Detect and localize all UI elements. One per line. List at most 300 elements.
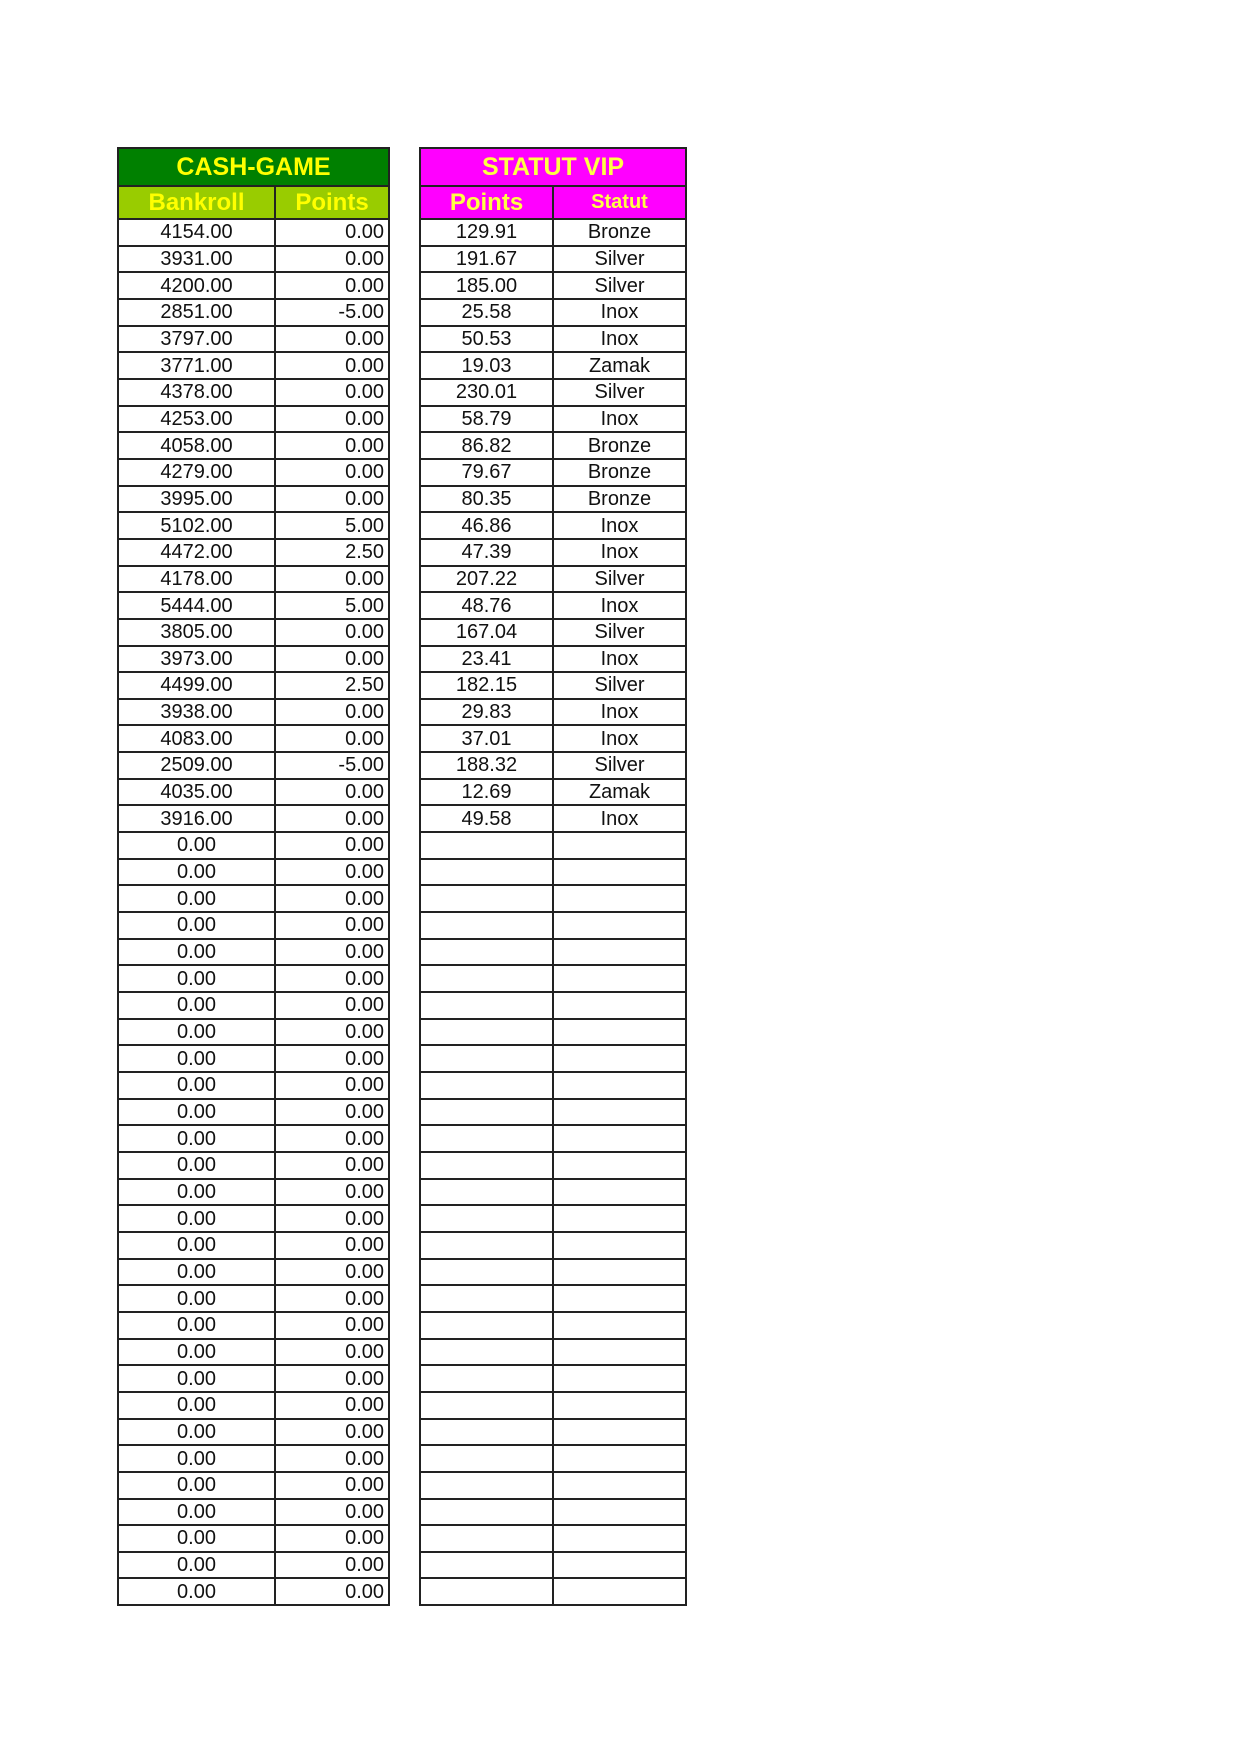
statut-cell: Zamak [553, 352, 686, 379]
table-row [118, 512, 389, 539]
points-cell: 0.00 [275, 1365, 389, 1392]
points-cell: 0.00 [275, 1232, 389, 1259]
bankroll-cell: 0.00 [118, 1045, 275, 1072]
table-row [420, 965, 686, 992]
statut-vip-table [419, 147, 687, 1606]
points-cell: 2.50 [275, 672, 389, 699]
vip-points-cell [420, 939, 553, 966]
table-row [420, 1259, 686, 1286]
statut-cell [553, 912, 686, 939]
vip-points-cell [420, 1499, 553, 1526]
points-cell: 0.00 [275, 859, 389, 886]
table-row [420, 699, 686, 726]
bankroll-cell: 4200.00 [118, 272, 275, 299]
points-cell: 0.00 [275, 1472, 389, 1499]
table-row [118, 992, 389, 1019]
statut-cell [553, 1499, 686, 1526]
statut-cell: Inox [553, 326, 686, 353]
points-cell: 0.00 [275, 1259, 389, 1286]
bankroll-cell: 0.00 [118, 1232, 275, 1259]
cash-game-table [117, 147, 390, 1606]
bankroll-cell: 3805.00 [118, 619, 275, 646]
statut-vip-title: STATUT VIP [420, 148, 686, 186]
statut-cell: Inox [553, 725, 686, 752]
vip-points-cell [420, 1099, 553, 1126]
statut-cell [553, 965, 686, 992]
vip-points-cell [420, 1578, 553, 1605]
vip-points-cell [420, 1019, 553, 1046]
table-row [118, 1152, 389, 1179]
vip-points-cell: 86.82 [420, 432, 553, 459]
vip-points-cell: 230.01 [420, 379, 553, 406]
bankroll-cell: 0.00 [118, 939, 275, 966]
bankroll-cell: 4058.00 [118, 432, 275, 459]
points-cell: 2.50 [275, 539, 389, 566]
points-cell: 0.00 [275, 939, 389, 966]
statut-cell [553, 1259, 686, 1286]
points-cell: 0.00 [275, 1125, 389, 1152]
statut-cell: Silver [553, 566, 686, 593]
points-cell: 0.00 [275, 1205, 389, 1232]
points-cell: 0.00 [275, 912, 389, 939]
points-cell: 0.00 [275, 965, 389, 992]
vip-points-cell [420, 965, 553, 992]
statut-cell: Bronze [553, 432, 686, 459]
vip-points-cell: 167.04 [420, 619, 553, 646]
statut-cell [553, 1205, 686, 1232]
statut-cell: Silver [553, 619, 686, 646]
table-row [420, 859, 686, 886]
table-row [420, 1152, 686, 1179]
points-cell: 0.00 [275, 1392, 389, 1419]
table-row [420, 1312, 686, 1339]
table-row [420, 1045, 686, 1072]
table-row [420, 352, 686, 379]
bankroll-cell: 0.00 [118, 859, 275, 886]
table-row [420, 805, 686, 832]
vip-points-cell: 12.69 [420, 779, 553, 806]
table-row [420, 299, 686, 326]
vip-points-cell [420, 1365, 553, 1392]
bankroll-cell: 0.00 [118, 1312, 275, 1339]
table-row [420, 1072, 686, 1099]
table-row [118, 1125, 389, 1152]
table-row [420, 566, 686, 593]
statut-cell: Inox [553, 646, 686, 673]
table-row [118, 406, 389, 433]
bankroll-header: Bankroll [118, 186, 275, 219]
vip-points-cell [420, 992, 553, 1019]
bankroll-cell: 0.00 [118, 1285, 275, 1312]
vip-points-cell [420, 1232, 553, 1259]
statut-cell: Inox [553, 539, 686, 566]
table-row [118, 939, 389, 966]
bankroll-cell: 0.00 [118, 1365, 275, 1392]
bankroll-cell: 4499.00 [118, 672, 275, 699]
table-row [118, 752, 389, 779]
table-row [420, 459, 686, 486]
table-row [118, 1578, 389, 1605]
bankroll-cell: 0.00 [118, 1472, 275, 1499]
points-cell: 0.00 [275, 379, 389, 406]
table-row [118, 1312, 389, 1339]
vip-points-cell [420, 1552, 553, 1579]
table-row [118, 379, 389, 406]
bankroll-cell: 0.00 [118, 912, 275, 939]
table-row [118, 1232, 389, 1259]
statut-cell [553, 1312, 686, 1339]
table-row [420, 1445, 686, 1472]
vip-points-cell: 46.86 [420, 512, 553, 539]
vip-points-cell [420, 885, 553, 912]
statut-cell: Silver [553, 752, 686, 779]
table-row [420, 885, 686, 912]
points-cell: 0.00 [275, 246, 389, 273]
bankroll-cell: 4378.00 [118, 379, 275, 406]
points-cell: 0.00 [275, 1285, 389, 1312]
bankroll-cell: 0.00 [118, 1339, 275, 1366]
table-row [420, 1419, 686, 1446]
bankroll-cell: 0.00 [118, 1578, 275, 1605]
statut-cell: Inox [553, 592, 686, 619]
statut-cell [553, 1019, 686, 1046]
bankroll-cell: 2851.00 [118, 299, 275, 326]
table-row [118, 725, 389, 752]
points-cell: 0.00 [275, 1419, 389, 1446]
table-row [420, 512, 686, 539]
vip-points-cell: 185.00 [420, 272, 553, 299]
points-cell: 0.00 [275, 725, 389, 752]
statut-cell [553, 1045, 686, 1072]
table-row [420, 1499, 686, 1526]
bankroll-cell: 4253.00 [118, 406, 275, 433]
vip-points-cell [420, 1045, 553, 1072]
statut-cell: Silver [553, 379, 686, 406]
vip-points-cell [420, 1445, 553, 1472]
points-cell: 0.00 [275, 805, 389, 832]
vip-points-cell: 188.32 [420, 752, 553, 779]
cash-game-title: CASH-GAME [118, 148, 389, 186]
table-row [118, 912, 389, 939]
bankroll-cell: 0.00 [118, 1419, 275, 1446]
statut-cell: Silver [553, 272, 686, 299]
table-row [420, 326, 686, 353]
vip-points-cell: 58.79 [420, 406, 553, 433]
table-row [118, 566, 389, 593]
table-row [118, 1045, 389, 1072]
table-row [420, 1392, 686, 1419]
table-row [118, 859, 389, 886]
bankroll-cell: 3995.00 [118, 486, 275, 513]
table-row [118, 1205, 389, 1232]
table-row [118, 432, 389, 459]
statut-header: Statut [553, 186, 686, 219]
points-cell: -5.00 [275, 752, 389, 779]
points-cell: 0.00 [275, 1152, 389, 1179]
vip-points-cell: 80.35 [420, 486, 553, 513]
table-row [118, 1499, 389, 1526]
table-row [118, 699, 389, 726]
statut-cell: Bronze [553, 219, 686, 246]
bankroll-cell: 3771.00 [118, 352, 275, 379]
bankroll-cell: 4154.00 [118, 219, 275, 246]
statut-cell [553, 1152, 686, 1179]
table-row [118, 1339, 389, 1366]
table-row [118, 672, 389, 699]
table-row [420, 1099, 686, 1126]
table-row [420, 1232, 686, 1259]
vip-points-cell: 182.15 [420, 672, 553, 699]
vip-points-cell: 50.53 [420, 326, 553, 353]
table-row [420, 832, 686, 859]
bankroll-cell: 0.00 [118, 1072, 275, 1099]
vip-points-cell [420, 1259, 553, 1286]
bankroll-cell: 0.00 [118, 885, 275, 912]
vip-points-cell: 25.58 [420, 299, 553, 326]
table-row [118, 1072, 389, 1099]
table-row [118, 1285, 389, 1312]
points-cell: 0.00 [275, 1179, 389, 1206]
statut-cell: Silver [553, 672, 686, 699]
table-row [118, 299, 389, 326]
points-cell: 0.00 [275, 832, 389, 859]
bankroll-cell: 3938.00 [118, 699, 275, 726]
vip-points-cell [420, 1419, 553, 1446]
bankroll-cell: 0.00 [118, 1125, 275, 1152]
bankroll-cell: 0.00 [118, 1499, 275, 1526]
points-cell: 0.00 [275, 885, 389, 912]
table-row [118, 486, 389, 513]
statut-cell [553, 1125, 686, 1152]
vip-points-cell: 207.22 [420, 566, 553, 593]
vip-points-header: Points [420, 186, 553, 219]
statut-cell: Inox [553, 299, 686, 326]
vip-points-cell: 191.67 [420, 246, 553, 273]
vip-points-cell: 29.83 [420, 699, 553, 726]
table-row [118, 272, 389, 299]
statut-cell [553, 1072, 686, 1099]
table-row [118, 1552, 389, 1579]
points-cell: 0.00 [275, 779, 389, 806]
table-row [118, 1099, 389, 1126]
points-cell: 0.00 [275, 1339, 389, 1366]
statut-cell [553, 1232, 686, 1259]
statut-cell [553, 1472, 686, 1499]
table-row [420, 1552, 686, 1579]
table-row [118, 646, 389, 673]
statut-cell [553, 885, 686, 912]
points-cell: 0.00 [275, 1525, 389, 1552]
vip-points-cell [420, 832, 553, 859]
points-cell: 0.00 [275, 1099, 389, 1126]
table-row [118, 539, 389, 566]
statut-cell [553, 1525, 686, 1552]
bankroll-cell: 4035.00 [118, 779, 275, 806]
table-row [420, 1339, 686, 1366]
vip-points-cell: 48.76 [420, 592, 553, 619]
statut-cell [553, 1285, 686, 1312]
bankroll-cell: 0.00 [118, 1259, 275, 1286]
points-cell: 0.00 [275, 646, 389, 673]
statut-cell: Inox [553, 805, 686, 832]
vip-points-cell [420, 1152, 553, 1179]
vip-points-cell: 49.58 [420, 805, 553, 832]
table-row [420, 272, 686, 299]
table-row [420, 1525, 686, 1552]
table-row [420, 619, 686, 646]
bankroll-cell: 0.00 [118, 1099, 275, 1126]
table-row [118, 965, 389, 992]
table-row [420, 912, 686, 939]
points-cell: 0.00 [275, 1072, 389, 1099]
bankroll-cell: 2509.00 [118, 752, 275, 779]
table-row [118, 1259, 389, 1286]
statut-cell [553, 1179, 686, 1206]
table-row [420, 539, 686, 566]
vip-points-cell [420, 1125, 553, 1152]
table-row [420, 939, 686, 966]
table-row [420, 779, 686, 806]
vip-points-cell [420, 1525, 553, 1552]
vip-points-cell: 129.91 [420, 219, 553, 246]
table-row [118, 1019, 389, 1046]
table-row [118, 326, 389, 353]
table-row [118, 246, 389, 273]
table-row [420, 992, 686, 1019]
bankroll-cell: 4083.00 [118, 725, 275, 752]
points-cell: 0.00 [275, 459, 389, 486]
statut-cell: Bronze [553, 459, 686, 486]
table-row [118, 779, 389, 806]
bankroll-cell: 3931.00 [118, 246, 275, 273]
points-cell: 0.00 [275, 219, 389, 246]
bankroll-cell: 3916.00 [118, 805, 275, 832]
bankroll-cell: 0.00 [118, 1525, 275, 1552]
statut-cell [553, 1419, 686, 1446]
vip-points-cell [420, 859, 553, 886]
statut-cell: Inox [553, 699, 686, 726]
statut-cell [553, 1365, 686, 1392]
statut-cell: Inox [553, 406, 686, 433]
points-header: Points [275, 186, 389, 219]
table-row [118, 805, 389, 832]
table-row [420, 752, 686, 779]
bankroll-cell: 5102.00 [118, 512, 275, 539]
bankroll-cell: 5444.00 [118, 592, 275, 619]
vip-points-cell: 37.01 [420, 725, 553, 752]
vip-points-cell: 79.67 [420, 459, 553, 486]
bankroll-cell: 0.00 [118, 1445, 275, 1472]
table-row [420, 1019, 686, 1046]
bankroll-cell: 0.00 [118, 1205, 275, 1232]
statut-cell: Silver [553, 246, 686, 273]
table-row [420, 1125, 686, 1152]
table-row [118, 1525, 389, 1552]
vip-points-cell [420, 1285, 553, 1312]
bankroll-cell: 0.00 [118, 1019, 275, 1046]
vip-points-cell [420, 1179, 553, 1206]
points-cell: 0.00 [275, 352, 389, 379]
statut-cell [553, 1552, 686, 1579]
vip-points-cell: 19.03 [420, 352, 553, 379]
points-cell: 0.00 [275, 486, 389, 513]
table-row [420, 672, 686, 699]
bankroll-cell: 3973.00 [118, 646, 275, 673]
bankroll-cell: 0.00 [118, 1179, 275, 1206]
bankroll-cell: 0.00 [118, 1552, 275, 1579]
table-row [420, 1285, 686, 1312]
statut-cell: Inox [553, 512, 686, 539]
table-row [118, 1179, 389, 1206]
table-row [420, 1472, 686, 1499]
statut-cell: Zamak [553, 779, 686, 806]
points-cell: 0.00 [275, 1019, 389, 1046]
statut-cell [553, 859, 686, 886]
statut-cell [553, 1445, 686, 1472]
bankroll-cell: 0.00 [118, 1152, 275, 1179]
table-row [420, 379, 686, 406]
table-row [118, 1472, 389, 1499]
vip-points-cell: 23.41 [420, 646, 553, 673]
points-cell: 0.00 [275, 1312, 389, 1339]
table-row [118, 219, 389, 246]
table-row [420, 406, 686, 433]
table-row [420, 1365, 686, 1392]
table-row [420, 646, 686, 673]
bankroll-cell: 0.00 [118, 992, 275, 1019]
points-cell: 0.00 [275, 272, 389, 299]
statut-cell [553, 1099, 686, 1126]
points-cell: 0.00 [275, 992, 389, 1019]
table-row [420, 246, 686, 273]
table-row [420, 219, 686, 246]
statut-cell [553, 1392, 686, 1419]
vip-points-cell [420, 1312, 553, 1339]
statut-cell [553, 832, 686, 859]
table-row [420, 1578, 686, 1605]
bankroll-cell: 3797.00 [118, 326, 275, 353]
statut-cell [553, 992, 686, 1019]
points-cell: 0.00 [275, 1445, 389, 1472]
vip-points-cell [420, 912, 553, 939]
table-row [118, 1365, 389, 1392]
points-cell: 0.00 [275, 1499, 389, 1526]
points-cell: 0.00 [275, 1578, 389, 1605]
vip-points-cell [420, 1472, 553, 1499]
table-row [118, 885, 389, 912]
points-cell: 0.00 [275, 566, 389, 593]
bankroll-cell: 4472.00 [118, 539, 275, 566]
bankroll-cell: 0.00 [118, 965, 275, 992]
table-row [118, 1392, 389, 1419]
vip-points-cell [420, 1392, 553, 1419]
points-cell: 0.00 [275, 432, 389, 459]
table-row [420, 592, 686, 619]
table-row [420, 725, 686, 752]
points-cell: 0.00 [275, 619, 389, 646]
points-cell: 0.00 [275, 1045, 389, 1072]
bankroll-cell: 4279.00 [118, 459, 275, 486]
table-row [118, 832, 389, 859]
table-row [420, 1205, 686, 1232]
vip-points-cell [420, 1072, 553, 1099]
bankroll-cell: 0.00 [118, 832, 275, 859]
statut-cell [553, 939, 686, 966]
points-cell: 5.00 [275, 512, 389, 539]
table-row [118, 592, 389, 619]
points-cell: 5.00 [275, 592, 389, 619]
table-row [118, 1445, 389, 1472]
